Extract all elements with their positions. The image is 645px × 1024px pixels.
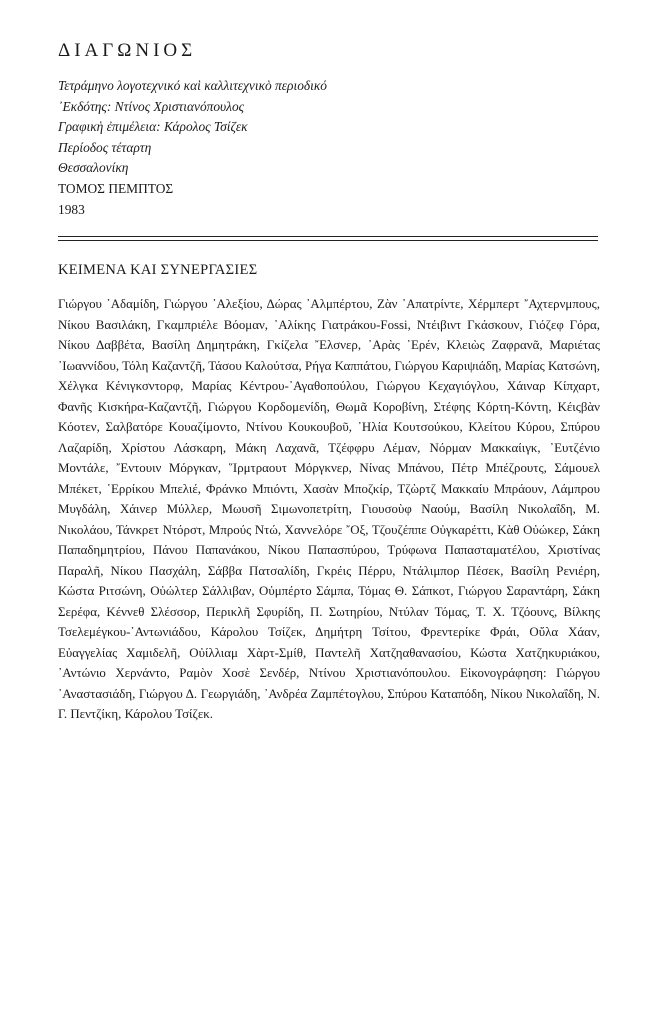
journal-subtitle: Τετράμηνο λογοτεχνικό καὶ καλλιτεχνικὸ περιοδικό (58, 78, 327, 93)
section-heading: ΚΕΙΜΕΝΑ ΚΑΙ ΣΥΝΕΡΓΑΣΙΕΣ (58, 262, 258, 278)
contributors-paragraph: Γιώργου ᾿Αδαμίδη, Γιώργου ᾿Αλεξίου, Δώρας ᾿Αλμπέρτου, Ζὰν ᾿Απατρίντε, Χέρμπερτ ῎Αχτερνμπους, Νίκου Βασιλάκη, Γκαμπριέλε Βόομαν, ᾿Αλίκης Γιατράκου-Fossi, Ντέιβιντ Γκάσκουν, Γιόζεφ Γόρα, Νίκου Δαββέτα, Βασίλη Δημητράκη, Γκίζελα ῎Ελσνερ, ᾿Αρὰς ᾿Ερέν, Κλειὼς Ζαφρανᾶ, Μαριέτας ᾿Ιωαννίδου, Τόλη Καζαντζῆ, Τάσου Καλούτσα, Ρήγα Καππάτου, Γιώργου Καριψιάδη, Μαρίας Κατσώνη, Χέλγκα Κένιγκσντορφ, Μαρίας Κέντρου-᾿Αγαθοπούλου, Γιώργου Κεχαγιόγλου, Χάιναρ Κίπχαρτ, Φανῆς Κισκήρα-Καζαντζῆ, Γιώργου Κορδομενίδη, Θωμᾶ Κοροβίνη, Στέφης Κόρτη-Κόντη, Κέιςβὰν Κόοτεν, Σαλβατόρε Κουαζίμοντο, Ντίνου Κουκουβοῦ, ᾿Ηλία Κουτσούκου, Κλείτου Κύρου, Σπύρου Λαζαρίδη, Χρίστου Λάσκαρη, Μάκη Λαχανᾶ, Τζέφφρυ Λέμαν, Νόρμαν Μακκαίιγκ, ᾿Ευτζένιο Μοντάλε, ῎Εντουιν Μόργκαν, ῞Ιρμτραουτ Μόργκνερ, Νίνας Μπάνου, Πέτρ Μπέζρουτς, Σάμουελ Μπέκετ, ῾Ερρίκου Μπελιέ, Φράνκο Μπιόντι, Χασὰν Μποζκίρ, Τζὼρτζ Μακκαίυ Μπράουν, Λάμπρου Μυγδάλη, Χάινερ Μύλλερ, Μωυσῆ Σιμωνοπετρίτη, Γιουσοὺφ Ναούμ, Βασίλη Νικολαΐδη, Μ. Νικολάου, Τάνκρετ Ντόρστ, Μπρούς Ντώ, Χαννελόρε ῎Οξ, Τζουζέππε Οὐγκαρέττι, Κὰθ Οὐώκερ, Σάκη Παπαδημητρίου, Πάνου Παπανάκου, Νίκου Παπασπύρου, Τρύφωνα Παπασταματέλου, Χριστίνας Παραλῆ, Νίκου Πασχάλη, Σάββα Πατσαλίδη, Γκρέις Πέρρυ, Ντάλιμπορ Πέσεκ, Βασίλη Ρενιέρη, Κώστα Ριτσώνη, Οὐώλτερ Σάλλιβαν, Οὐμπέρτο Σάμπα, Τόμας Θ. Σάπκοτ, Γιώργου Σαραντάρη, Σάκη Σερέφα, Κέννεθ Σλέσσορ, Περικλῆ Σφυρίδη, Π. Σωτηρίου, Ντύλαν Τόμας, Τ. Χ. Τζόουνς, Βίλκης Τσελεμέγκου-᾿Αντωνιάδου, Κάρολου Τσίζεκ, Δημήτρη Τσίτου, Φρεντερίκε Φράι, Οὔλα Χάαν, Εὐαγγελίας Χαμιδελῆ, Οὐίλλιαμ Χὰρτ-Σμίθ, Παντελῆ Χατζηαθανασίου, Κώστα Χατζηκυριάκου, ᾿Αντώνιο Χερνάντο, Ραμὸν Χοσὲ Σενδέρ, Ντίνου Χριστιανόπουλου. Εἰκονογράφηση: Γιώργου ᾿Αναστασιάδη, Γιώργου Δ. Γεωργιάδη, ᾿Ανδρέα Ζαμπέτογλου, Σπύρου Καταπόδη, Νίκου Νικολαΐδη, Ν. Γ. Πεντζίκη, Κάρολου Τσίζεκ. (58, 297, 600, 721)
year-line: 1983 (58, 201, 85, 217)
journal-title: ΔΙΑΓΩΝΙΟΣ (58, 40, 197, 61)
masthead-info (58, 76, 327, 220)
period-line: Περίοδος τέταρτη (58, 139, 152, 155)
volume-line: ΤΟΜΟΣ ΠΕΜΠΤΟΣ (58, 180, 174, 196)
publisher-line: ᾿Εκδότης: Ντίνος Χριστιανόπουλος (58, 98, 245, 114)
design-line: Γραφικὴ ἐπιμέλεια: Κάρολος Τσίζεκ (58, 119, 248, 135)
divider-rule-top (58, 236, 598, 237)
city-line: Θεσσαλονίκη (58, 160, 129, 176)
divider-rule-bottom (58, 240, 598, 241)
